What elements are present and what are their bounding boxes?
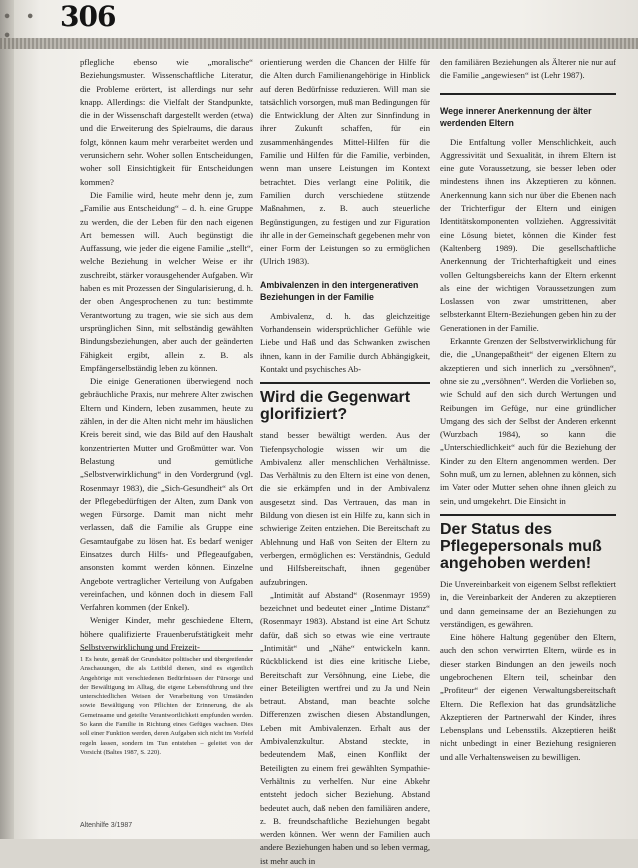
section-heading: Der Status des Pflegepersonals muß angehoben werden! [440, 514, 616, 572]
paragraph: pflegliche ebenso wie „moralische“ Beziehungsmuster. Wissenschaftliche Literatur, die Probleme erörtert, ist allerdings nur sehr knapp. Allerdings: die Vielfalt der Standpunkte, die in der Wissenschaft dargestellt werden (etwa) und die Erweiterung des Spielraums, die daraus folgt, können kaum mehr verarbeitet werden und verunsichern sehr. Woher sollen Entscheidungen, woher soll Einsichtigkeit für Entscheidungen kommen? [80, 57, 253, 187]
paragraph: stand besser bewältigt werden. Aus der Tiefenpsychologie wissen wir um die Ambivalenz aller menschlichen Verhältnisse. Das Verhältnis zu den Eltern ist eine von denen, die sie erkämpfen und in der Ambivalenz ausgesetzt sind. Das Vertrauen, das man in Bildung von diesen ist ein Hilfe zu, kann sich in schwierige Zeiten entziehen. Die Bereitschaft zu Ablehnung und Haß von Seiten der Eltern zu verbergen, ermöglichen es: Verständnis, Geduld und Hilfsbereitschaft, ihnen gegenüber aufzubringen. [260, 430, 430, 587]
paragraph: Erkannte Grenzen der Selbstverwirklichung für die, die „Unangepaßtheit“ der eigenen Eltern zu akzeptieren und sich innerlich zu „versöhnen“, ohne sie zu „versöhnen“. Werden die Vorlieben so, wie Schuld auf den sich durch Wertungen und Reibungen im Gefüge, nur eine gründlicher Umgang des sich der Selbst der Anderen erkennt (Wurzbach 1984), so kann die „Unterschiedlichkeit“ auch für die Beziehung der Kinder zu den Eltern angenommen werden. Der Sohn muß, um zu lernen, ablehnen zu können, sich im Vater oder Mutter sehen ohne ihnen gleich zu sein, und umgekehrt. Die Einsicht in [440, 336, 616, 506]
paragraph: Weniger Kinder, mehr geschiedene Eltern, höhere qualifizierte Frauenberufstätigkeit mehr Selbstverwirklichung und Freizeit- [80, 615, 253, 653]
paragraph: Die Entfaltung voller Menschlichkeit, auch Aggressivität und Sexualität, in ihrem Eltern ist eine gute Voraussetzung, sie besser leben oder mindestens ihnen ins Akzeptieren zu können. Anerkennung kann sich nur über die Ebenen nach der Trichterfigur der Eltern und einigen Identitätskomponenten vollziehen. Aggressivität eine Lösung bietet, können die Kinder fest (Kaltenberg 1989). Die gesellschaftliche Anerkennung der Trichterhaftigkeit und eines vollen Geltungsbereichs kann der Eltern erkennt als eine der wichtigen Voraussetzungen zum Loslassen von zwar umstrittenen, aber selbsterkannt Eltern-Beziehungen geben hin zu der Generationen in der Familie. [440, 136, 616, 333]
paragraph: Die Unvereinbarkeit von eigenem Selbst reflektiert in, die Vereinbarkeit der Anderen zu akzeptieren und dann gemeinsame der an Beziehungen zu verständigen, es gewähren. [440, 578, 616, 629]
paragraph: Eine höhere Haltung gegenüber den Eltern, auch den schon verwirrten Eltern, würde es in dieser starken Bindungen an den jeweils noch ungebrochenen Eltern teil, scheinbar den „Profiteur“ der eigenen Verwaltungsbereitschaft Eltern. Die Reflexion hat das grundsätzliche Akzeptieren der Partnerwahl der Kinder, ihres Lebensplans und Lebensstils. Akzeptieren heißt nicht unbedingt in einer Beziehung resignieren und alle Verhaltensweisen zu bewilligen. [440, 632, 616, 762]
section-subheading: Ambivalenzen in den intergenerativen Beziehungen in der Familie [260, 279, 419, 302]
edge-marks: ∙ ∙ ∙ [2, 6, 40, 44]
binding-shadow [0, 0, 14, 839]
paragraph: den familiären Beziehungen als Älterer nie nur auf die Familie „angewiesen“ ist (Lehr 1987). [440, 57, 616, 81]
header-band [0, 38, 638, 49]
text-column-1 [80, 56, 253, 653]
text-column-2 [260, 56, 430, 866]
footnote: 1 Es heute, gemäß der Grundsätze politischer und übergreifender Anschauungen, die als Leitbild dienen, sind es eigentlich Angehörige mit verschiedenen Bedürfnissen der Fürsorge und der Bewältigung im Alltag, die eigene Lebensführung und ihre unterschiedlichen Weisen der Verarbeitung von Umständen sowie Bewältigung von Pflichten der Erinnerung, die als Gemeinsame und geteilte Verantwortlichkeit empfunden werden. So kann die Familie in Richtung eines Gefüges wachsen. Dies soll einer Funktion werden, deren Aufgaben sich nicht im Vorfeld regeln lassen, sondern im Tun entstehen – geleitet von der Vorsicht (Baltes 1987, S. 220). [80, 650, 253, 757]
paragraph: Die einige Generationen überwiegend noch gebräuchliche Praxis, nur mehrere Alter zwischen Eltern und Kindern, leben zusammen, heute zu zählen, in der die Alten nicht mehr im häuslichen Kreis bereit sind, wie das Bild auf den Haushalt konzentrierten Mutter und Großmütter war. Von Belastung und gemütliche „Selbstverwirklichung“ in den Vordergrund (vgl. Rosenmayr 1983), die „Sich-Gesundheit“ als Ort der Pflegebedürftigen der Alten, zum Dank von wegen Fürsorge. Damit man nicht mehr verlassen, daß die Familie als Gruppe eine Gesamtaufgabe zu lösen hat. Es bedarf weniger Einsatzes durch Hilfs- und Pflegeaufgaben, ansonsten kommt werden können. Einzelne Angebote vertraglicher Verteilung von Aufgaben vereinfachen, und können doch in diesem Fall Verfahren kommen (der Enkel). [80, 376, 253, 613]
paragraph: Die Familie wird, heute mehr denn je, zum „Familie aus Entscheidung“ – d. h. eine Gruppe zu werden, die der Leben für den nach eigenen Art bemessen will. Auch begünstigt die Auffassung, wie jeder die eigene Familie „stellt“, welche Beziehung in welcher Weise er ihr zuschreibt, stärker vorausgehender Aufgaben. Wir haben es mit Prozessen der Singularisierung, d. h. der oben Angesprochenen zu tun: bestimmte Verantwortung zu tragen, wie sie sich aus dem ursprünglichen Sinn, mit selbständig gewählten Bindungsbeziehungen, aber auch der geänderten Fähigkeit ergibt, allein z. B. als Empfängerselbständig leben zu können. [80, 189, 253, 373]
section-heading: Wird die Gegenwart glorifiziert? [260, 382, 430, 423]
page-footer: Altenhilfe 3/1987 [80, 822, 133, 829]
paragraph: Ambivalenz, d. h. das gleichzeitige Vorhandensein widersprüchlicher Gefühle wie Liebe und Haß und das Schwanken zwischen ihnen, kann in der Familie durch Abhängigkeit, Kontakt und psychisches Ab- [260, 310, 430, 374]
text-column-3 [440, 56, 616, 816]
section-subheading: Wege innerer Anerkennung der älter werdenden Eltern [440, 105, 592, 128]
page-number: 306 [60, 0, 116, 33]
section-rule [440, 93, 616, 95]
paragraph: „Intimität auf Abstand“ (Rosenmayr 1959) bezeichnet und bedeutet einer „Intime Distanz“ (Rosenmayr 1983). Abstand ist eine Art Schutz dafür, daß sich so etwas wie eine vertraute „Intimität“ und „Nähe“ entwickeln kann. Rückblickend ist dies eine kritische Liebe, Bereitschaft zur Versöhnung, eine Liebe, die einer Beteiligten wertfrei und zu Ja und Nein betraut. Abstand, man beachte solche Differenzen zwischen diesen Abstandlungen, Leben mit Ambivalenzen. Erhalt aus der Ambivalenzkultur. Abstand steckte, in bedeutendem Maß, einen Konflikt der Beteiligten zu einem frei gewählten Sympathie-Verhältnis zu verhelfen. Nur eine Abkehr entsteht jedoch sicher Beziehung. Abstand bedeutet auch, daß neben den familiären andere, z. B. freundschaftliche Beziehungen begabt werden können. Wer wenn der Familien auch andere Beziehungen haben und so leben vermag, ist mehr auch in [260, 589, 430, 866]
paragraph: orientierung werden die Chancen der Hilfe für die Alten durch Familienangehörige in Hinblick auf deren Bedürfnisse reduzieren. Will man sie tatsächlich vorsorgen, muß man Bedingungen für die Entwicklung der Alten zur Sinnfindung in ihrer Zukunft schaffen, für ein zusammenhängendes Mittel-Hilfen für die Familie und Hilfen für die Familie, verbinden, wenn man unsere Leistungen im Kontext betrachtet. Dies verlangt eine Politik, die Familien durch verschiedene stützende Maßnahmen, z. B. auch steuerliche Begünstigungen, zu festigen und zur Figuration ihr alle in der Gemeinschaft gegebenen mehr von einer Form der Leistungen so zu ermöglichen (Ulrich 1983). [260, 57, 430, 267]
